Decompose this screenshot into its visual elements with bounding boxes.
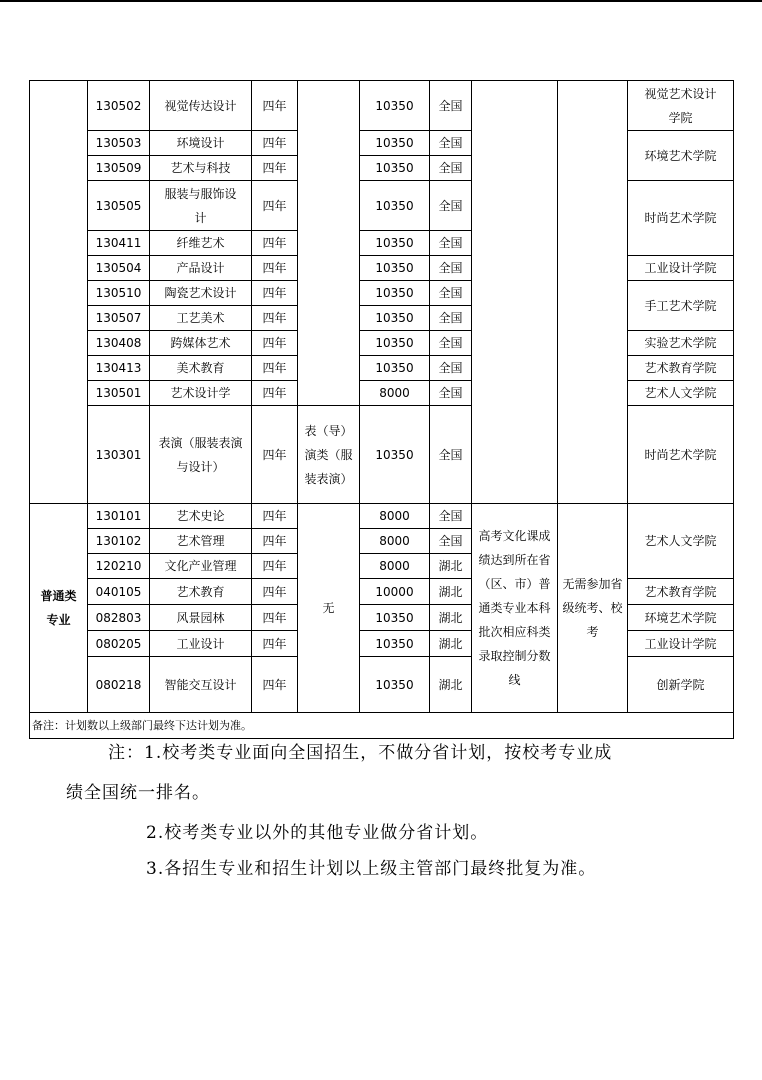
category-cell <box>30 81 88 504</box>
plan-cell: 10350 <box>360 356 430 381</box>
code-cell: 130102 <box>88 529 150 554</box>
years-cell: 四年 <box>252 306 298 331</box>
plan-cell: 8000 <box>360 529 430 554</box>
college-cell: 时尚艺术学院 <box>628 181 734 256</box>
years-cell: 四年 <box>252 631 298 657</box>
table-row <box>30 657 734 713</box>
area-cell: 湖北 <box>430 554 472 579</box>
area-cell: 全国 <box>430 381 472 406</box>
plan-cell: 8000 <box>360 554 430 579</box>
plan-cell: 10350 <box>360 406 430 504</box>
requirement-cell <box>472 81 558 504</box>
years-cell: 四年 <box>252 231 298 256</box>
note-1-line-2: 绩全国统一排名。 <box>66 783 210 803</box>
table-row <box>30 504 734 529</box>
code-cell: 130408 <box>88 331 150 356</box>
table-row <box>30 579 734 605</box>
years-cell: 四年 <box>252 181 298 231</box>
years-cell: 四年 <box>252 605 298 631</box>
plan-cell: 10350 <box>360 281 430 306</box>
major-cell: 文化产业管理 <box>150 554 252 579</box>
major-cell: 工业设计 <box>150 631 252 657</box>
requirement-cell: 高考文化课成绩达到所在省（区、市）普通类专业本科批次相应科类录取控制分数线 <box>472 504 558 713</box>
code-cell: 080218 <box>88 657 150 713</box>
college-cell: 创新学院 <box>628 657 734 713</box>
area-cell: 全国 <box>430 81 472 131</box>
major-cell: 艺术教育 <box>150 579 252 605</box>
plan-cell: 8000 <box>360 504 430 529</box>
years-cell: 四年 <box>252 504 298 529</box>
code-cell: 130501 <box>88 381 150 406</box>
years-cell: 四年 <box>252 131 298 156</box>
code-cell: 082803 <box>88 605 150 631</box>
area-cell: 全国 <box>430 231 472 256</box>
plan-cell: 10350 <box>360 81 430 131</box>
plan-cell: 10350 <box>360 306 430 331</box>
years-cell: 四年 <box>252 406 298 504</box>
code-cell: 130510 <box>88 281 150 306</box>
note-3: 3.各招生专业和招生计划以上级主管部门最终批复为准。 <box>146 859 597 879</box>
code-cell: 130411 <box>88 231 150 256</box>
plan-cell: 10350 <box>360 657 430 713</box>
school-exam-cell <box>558 81 628 504</box>
area-cell: 全国 <box>430 529 472 554</box>
code-cell: 130503 <box>88 131 150 156</box>
exam-type-cell: 无 <box>298 504 360 713</box>
major-cell: 陶瓷艺术设计 <box>150 281 252 306</box>
major-cell: 视觉传达设计 <box>150 81 252 131</box>
plan-cell: 8000 <box>360 381 430 406</box>
years-cell: 四年 <box>252 381 298 406</box>
major-cell: 工艺美术 <box>150 306 252 331</box>
years-cell: 四年 <box>252 156 298 181</box>
college-cell: 工业设计学院 <box>628 631 734 657</box>
code-cell: 130502 <box>88 81 150 131</box>
college-cell: 视觉艺术设计学院 <box>628 81 734 131</box>
school-exam-cell: 无需参加省级统考、校考 <box>558 504 628 713</box>
code-cell: 130504 <box>88 256 150 281</box>
table-row <box>30 605 734 631</box>
table-row <box>30 381 734 406</box>
major-cell: 纤维艺术 <box>150 231 252 256</box>
major-cell: 艺术设计学 <box>150 381 252 406</box>
area-cell: 全国 <box>430 181 472 231</box>
area-cell: 全国 <box>430 156 472 181</box>
college-cell: 艺术人文学院 <box>628 381 734 406</box>
plan-cell: 10350 <box>360 231 430 256</box>
major-cell: 环境设计 <box>150 131 252 156</box>
code-cell: 040105 <box>88 579 150 605</box>
category-cell: 普通类专业 <box>30 504 88 713</box>
plan-cell: 10350 <box>360 131 430 156</box>
table-row <box>30 281 734 306</box>
code-cell: 080205 <box>88 631 150 657</box>
area-cell: 全国 <box>430 256 472 281</box>
code-cell: 130505 <box>88 181 150 231</box>
plan-cell: 10350 <box>360 331 430 356</box>
table-row <box>30 406 734 504</box>
table-row <box>30 181 734 231</box>
years-cell: 四年 <box>252 529 298 554</box>
college-cell: 环境艺术学院 <box>628 131 734 181</box>
table-row <box>30 356 734 381</box>
college-cell: 时尚艺术学院 <box>628 406 734 504</box>
table-row <box>30 131 734 156</box>
years-cell: 四年 <box>252 579 298 605</box>
area-cell: 全国 <box>430 306 472 331</box>
table-row <box>30 631 734 657</box>
exam-type-cell: 表（导）演类（服装表演） <box>298 406 360 504</box>
exam-type-cell <box>298 81 360 406</box>
note-1-line-1: 注：1.校考类专业面向全国招生，不做分省计划，按校考专业成 <box>108 743 613 763</box>
note-2: 2.校考类专业以外的其他专业做分省计划。 <box>146 823 489 843</box>
major-cell: 服装与服饰设计 <box>150 181 252 231</box>
table-row <box>30 81 734 131</box>
table-note: 备注：计划数以上级部门最终下达计划为准。 <box>30 713 734 739</box>
years-cell: 四年 <box>252 554 298 579</box>
major-cell: 艺术史论 <box>150 504 252 529</box>
years-cell: 四年 <box>252 657 298 713</box>
code-cell: 120210 <box>88 554 150 579</box>
plan-cell: 10000 <box>360 579 430 605</box>
college-cell: 艺术教育学院 <box>628 356 734 381</box>
plan-cell: 10350 <box>360 181 430 231</box>
plan-cell: 10350 <box>360 631 430 657</box>
years-cell: 四年 <box>252 356 298 381</box>
code-cell: 130413 <box>88 356 150 381</box>
plan-cell: 10350 <box>360 605 430 631</box>
college-cell: 手工艺术学院 <box>628 281 734 331</box>
college-cell: 工业设计学院 <box>628 256 734 281</box>
area-cell: 全国 <box>430 281 472 306</box>
table-row <box>30 256 734 281</box>
major-cell: 艺术与科技 <box>150 156 252 181</box>
major-cell: 表演（服装表演与设计） <box>150 406 252 504</box>
college-cell: 艺术人文学院 <box>628 504 734 579</box>
area-cell: 全国 <box>430 504 472 529</box>
area-cell: 湖北 <box>430 657 472 713</box>
major-cell: 美术教育 <box>150 356 252 381</box>
major-cell: 跨媒体艺术 <box>150 331 252 356</box>
plan-cell: 10350 <box>360 256 430 281</box>
years-cell: 四年 <box>252 81 298 131</box>
area-cell: 全国 <box>430 131 472 156</box>
admission-plan-table <box>29 80 734 739</box>
major-cell: 产品设计 <box>150 256 252 281</box>
area-cell: 全国 <box>430 406 472 504</box>
area-cell: 湖北 <box>430 631 472 657</box>
area-cell: 全国 <box>430 356 472 381</box>
code-cell: 130509 <box>88 156 150 181</box>
years-cell: 四年 <box>252 281 298 306</box>
major-cell: 艺术管理 <box>150 529 252 554</box>
plan-cell: 10350 <box>360 156 430 181</box>
table-row <box>30 331 734 356</box>
code-cell: 130507 <box>88 306 150 331</box>
years-cell: 四年 <box>252 331 298 356</box>
college-cell: 实验艺术学院 <box>628 331 734 356</box>
code-cell: 130301 <box>88 406 150 504</box>
major-cell: 风景园林 <box>150 605 252 631</box>
college-cell: 艺术教育学院 <box>628 579 734 605</box>
table-note-row <box>30 713 734 739</box>
area-cell: 全国 <box>430 331 472 356</box>
page-top-rule <box>0 0 762 2</box>
area-cell: 湖北 <box>430 605 472 631</box>
major-cell: 智能交互设计 <box>150 657 252 713</box>
years-cell: 四年 <box>252 256 298 281</box>
code-cell: 130101 <box>88 504 150 529</box>
area-cell: 湖北 <box>430 579 472 605</box>
college-cell: 环境艺术学院 <box>628 605 734 631</box>
